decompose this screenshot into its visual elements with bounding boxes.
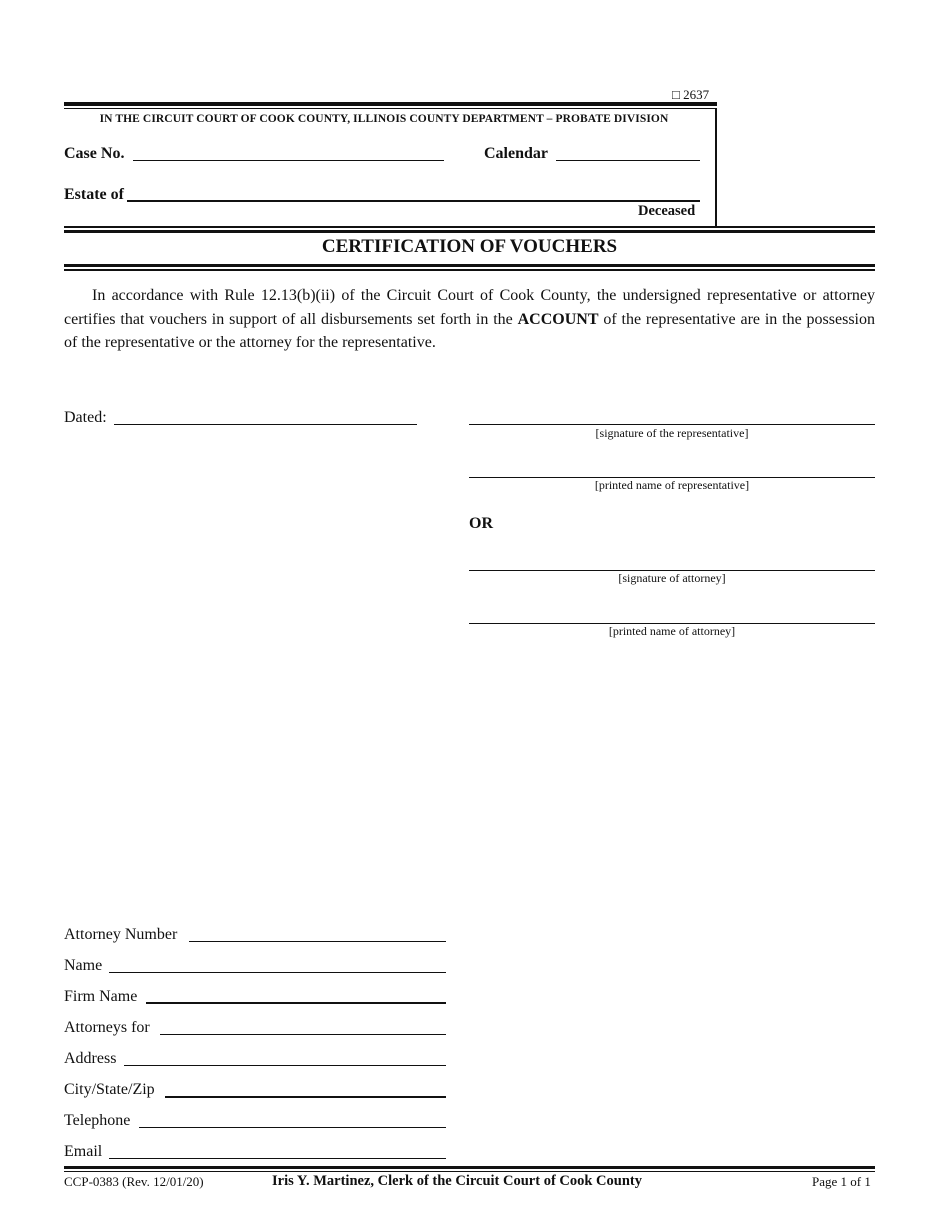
header-top-rule-thin	[64, 108, 717, 109]
case-no-label: Case No.	[64, 145, 125, 162]
atty-signature-caption: [signature of attorney]	[618, 571, 726, 585]
attorneys-for-field[interactable]	[160, 1034, 446, 1035]
attorney-number-field[interactable]	[189, 941, 446, 942]
telephone-label: Telephone	[64, 1112, 131, 1129]
form-code: □ 2637	[672, 87, 710, 102]
clerk-name: Iris Y. Martinez, Clerk of the Circuit Court of Cook County	[272, 1173, 642, 1189]
email-label: Email	[64, 1143, 103, 1160]
name-label: Name	[64, 957, 103, 974]
footer-rule-thin	[64, 1171, 875, 1172]
rep-signature-line[interactable]	[469, 424, 875, 425]
document-title: CERTIFICATION OF VOUCHERS	[321, 236, 618, 257]
address-label: Address	[64, 1050, 117, 1067]
calendar-field[interactable]	[556, 160, 700, 161]
footer-rule-thick	[64, 1166, 875, 1169]
court-heading: IN THE CIRCUIT COURT OF COOK COUNTY, ILLINOIS COUNTY DEPARTMENT – PROBATE DIVISION	[99, 113, 669, 125]
telephone-field[interactable]	[139, 1127, 446, 1128]
title-rule-bottom	[64, 269, 875, 271]
calendar-label: Calendar	[484, 145, 548, 162]
account-emphasis: ACCOUNT	[517, 310, 599, 328]
atty-name-caption: [printed name of attorney]	[608, 624, 736, 638]
address-field[interactable]	[124, 1065, 446, 1066]
form-number: CCP-0383 (Rev. 12/01/20)	[64, 1174, 204, 1189]
name-field[interactable]	[109, 972, 446, 973]
dated-field[interactable]	[114, 424, 417, 425]
estate-of-field[interactable]	[127, 200, 700, 202]
city-state-zip-field[interactable]	[165, 1096, 446, 1098]
title-rule-top-thick	[64, 230, 875, 233]
paragraph-text-start: In accordance with Rule 12.13(b)(ii) of the Circuit Court of Cook County, the undersigned representative or attorney certifies that vouchers in support of all disbursements set forth in the	[64, 287, 875, 328]
estate-of-label: Estate of	[64, 186, 124, 203]
rep-signature-caption: [signature of the representative]	[595, 426, 749, 440]
title-rule-bottom-thick	[64, 264, 875, 267]
or-label: OR	[469, 515, 493, 532]
attorneys-for-label: Attorneys for	[64, 1019, 150, 1036]
header-right-border	[715, 108, 717, 228]
city-state-zip-label: City/State/Zip	[64, 1081, 155, 1098]
paragraph-text-end: of the representative are in the possession of the representative or the attorney for the representative.	[64, 310, 876, 351]
title-rule-top	[64, 226, 875, 228]
case-no-field[interactable]	[133, 160, 444, 161]
firm-name-field[interactable]	[146, 1002, 446, 1004]
certification-paragraph	[64, 284, 875, 355]
attorney-number-label: Attorney Number	[64, 926, 178, 943]
page-number: Page 1 of 1	[812, 1174, 871, 1189]
rep-name-caption: [printed name of representative]	[594, 478, 750, 492]
header-top-rule	[64, 102, 717, 106]
dated-label: Dated:	[64, 409, 107, 426]
firm-name-label: Firm Name	[64, 988, 138, 1005]
email-field[interactable]	[109, 1158, 446, 1159]
deceased-label: Deceased	[638, 203, 696, 219]
